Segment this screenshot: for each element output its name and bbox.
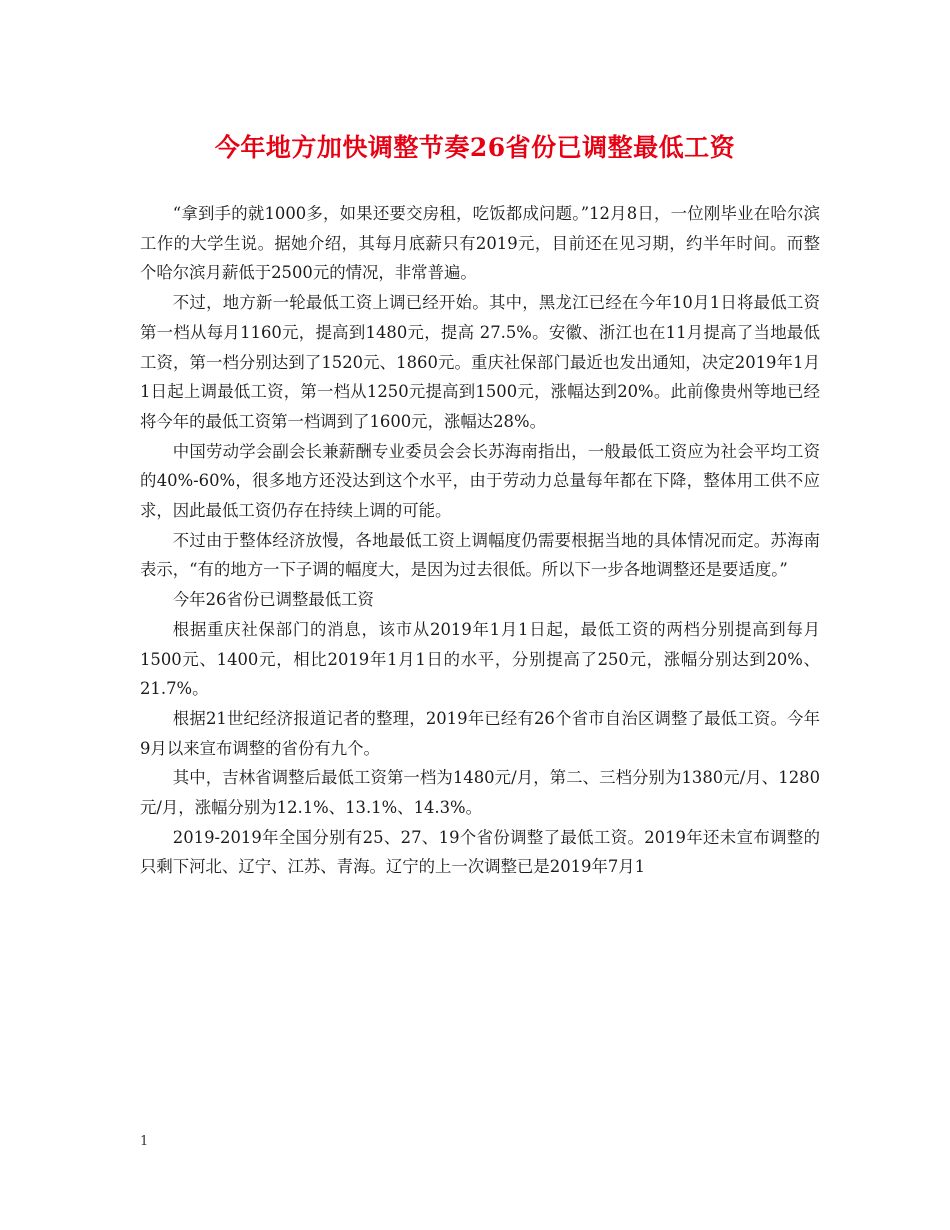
paragraph: 2019-2019年全国分别有25、27、19个省份调整了最低工资。2019年还未宣布调整的只剩下河北、辽宁、江苏、青海。辽宁的上一次调整已是2019年7月1 <box>140 827 820 877</box>
page-number: 1 <box>140 1134 149 1149</box>
document-title: 今年地方加快调整节奏26省份已调整最低工资 <box>214 133 736 162</box>
paragraph: “拿到手的就1000多，如果还要交房租，吃饭都成问题。”12月8日，一位刚毕业在哈尔滨工作的大学生说。据她介绍，其每月底薪只有2019元，目前还在见习期，约半年时间。而整个哈尔滨月薪低于2500元的情况，非常普遍。 <box>140 204 820 283</box>
paragraph: 不过由于整体经济放慢，各地最低工资上调幅度仍需要根据当地的具体情况而定。苏海南表示，“有的地方一下子调的幅度大，是因为过去很低。所以下一步各地调整还是要适度。” <box>140 530 820 580</box>
paragraph: 其中，吉林省调整后最低工资第一档为1480元/月，第二、三档分别为1380元/月、1280元/月，涨幅分别为12.1%、13.1%、14.3%。 <box>140 768 820 818</box>
paragraph: 根据21世纪经济报道记者的整理，2019年已经有26个省市自治区调整了最低工资。今年9月以来宣布调整的省份有九个。 <box>140 708 820 758</box>
paragraph: 根据重庆社保部门的消息，该市从2019年1月1日起，最低工资的两档分别提高到每月1500元、1400元，相比2019年1月1日的水平，分别提高了250元，涨幅分别达到20%、21.7%。 <box>140 619 820 699</box>
paragraph: 不过，地方新一轮最低工资上调已经开始。其中，黑龙江已经在今年10月1日将最低工资第一档从每月1160元，提高到1480元，提高 27.5%。安徽、浙江也在11月提高了当地最低工资，第一档分别达到了1520元、1860元。重庆社保部门最近也发出通知，决定2019年1月1日起上调最低工资，第一档从1250元提高到1500元，涨幅达到20%。此前像贵州等地已经将今年的最低工资第一档调到了1600元，涨幅达28%。 <box>140 293 820 431</box>
section-heading: 今年26省份已调整最低工资 <box>172 590 374 610</box>
document-body <box>140 199 820 882</box>
paragraph: 中国劳动学会副会长兼薪酬专业委员会会长苏海南指出，一般最低工资应为社会平均工资的40%-60%，很多地方还没达到这个水平，由于劳动力总量每年都在下降，整体用工供不应求，因此最低工资仍存在持续上调的可能。 <box>140 441 820 521</box>
